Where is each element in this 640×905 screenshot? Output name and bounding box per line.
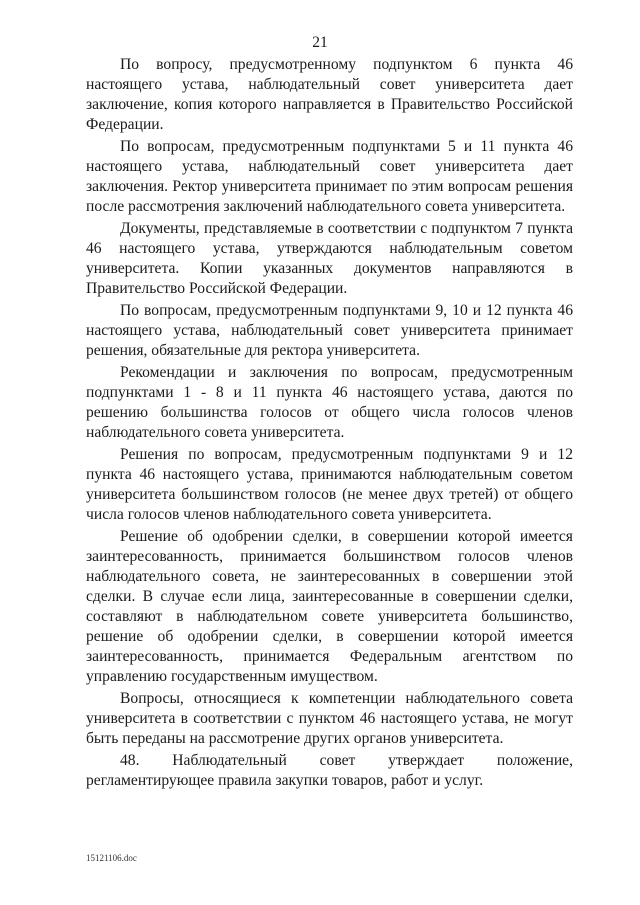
paragraph: Вопросы, относящиеся к компетенции наблюдательного совета университета в соответствии с пунктом 46 настоящего устава, не могут быть переданы на рассмотрение других органов университета. [86,690,573,747]
paragraph: Документы, представляемые в соответствии с подпунктом 7 пункта 46 настоящего устава, утверждаются наблюдательным советом университета. Копии указанных документов направляются в Правительство Российской Федерации. [86,220,573,297]
paragraph: По вопросу, предусмотренному подпунктом 6 пункта 46 настоящего устава, наблюдательный совет университета дает заключение, копия которого направляется в Правительство Российской Федерации. [86,56,573,133]
paragraph: Рекомендации и заключения по вопросам, предусмотренным подпунктами 1 - 8 и 11 пункта 46 настоящего устава, даются по решению большинства голосов от общего числа голосов членов наблюдательного совета университета. [86,364,573,441]
paragraph: Решение об одобрении сделки, в совершении которой имеется заинтересованность, принимается большинством голосов членов наблюдательного совета, не заинтересованных в совершении этой сделки. В случае если лица, заинтересованные в совершении сделки, составляют в наблюдательном совете университета большинство, решение об одобрении сделки, в совершении которой имеется заинтересованность, принимается Федеральным агентством по управлению государственным имуществом. [86,528,573,685]
paragraph: Решения по вопросам, предусмотренным подпунктами 9 и 12 пункта 46 настоящего устава, принимаются наблюдательным советом университета большинством голосов (не менее двух третей) от общего числа голосов членов наблюдательного совета университета. [86,446,573,523]
document-file-code: 15121106.doc [86,853,137,863]
document-body [86,55,573,793]
paragraph: По вопросам, предусмотренным подпунктами 5 и 11 пункта 46 настоящего устава, наблюдательный совет университета дает заключения. Ректор университета принимает по этим вопросам решения после рассмотрения заключений наблюдательного совета университета. [86,138,573,215]
page-number: 21 [312,34,328,51]
paragraph: По вопросам, предусмотренным подпунктами 9, 10 и 12 пункта 46 настоящего устава, наблюдательный совет университета принимает решения, обязательные для ректора университета. [86,302,573,359]
paragraph: 48. Наблюдательный совет утверждает положение, регламентирующее правила закупки товаров, работ и услуг. [86,752,573,789]
